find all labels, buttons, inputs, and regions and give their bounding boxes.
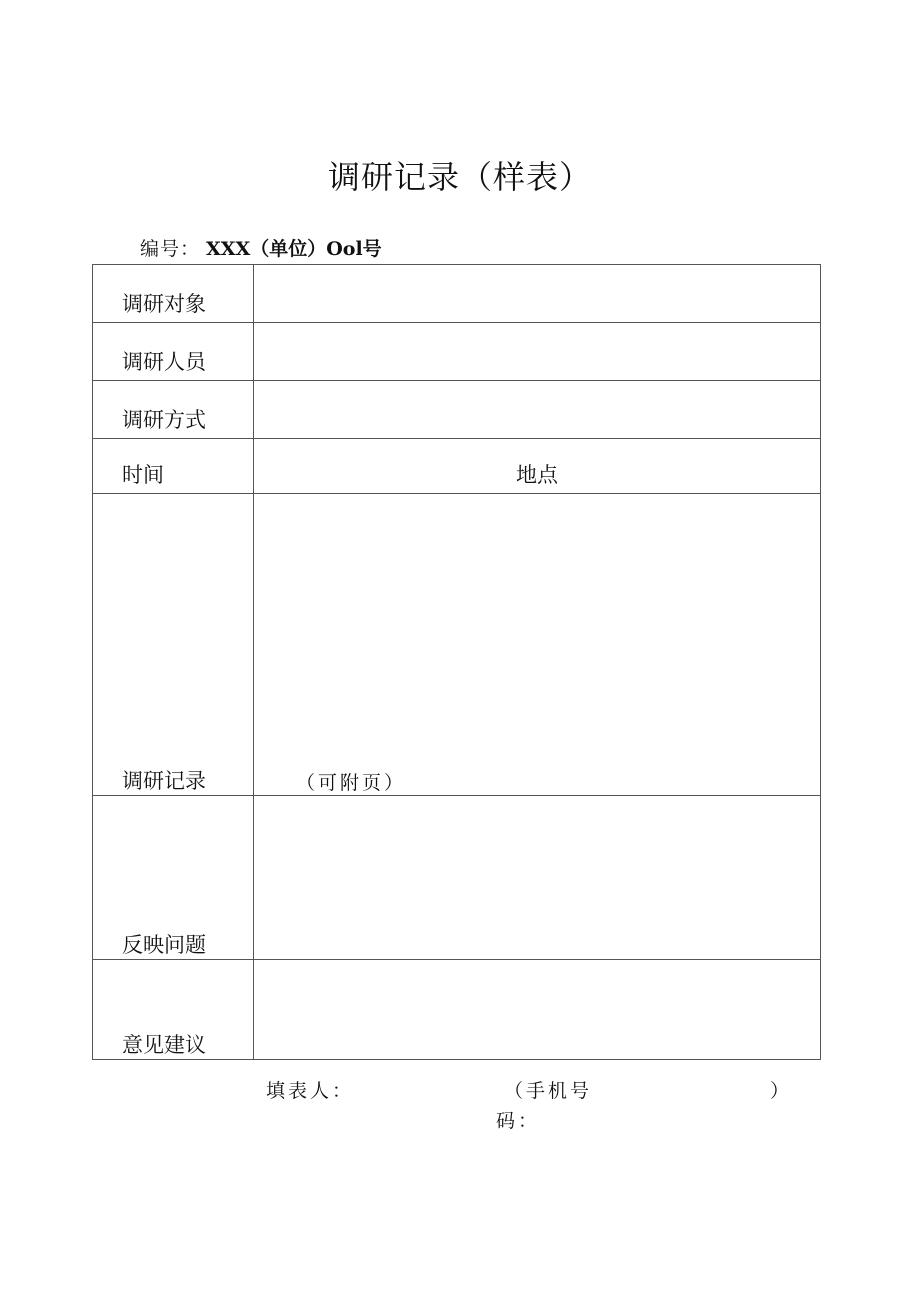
research-record-form [92, 264, 821, 1060]
personnel-label: 调研人员 [122, 350, 206, 374]
form-row-problems [93, 796, 821, 960]
time-label: 时间 [122, 463, 164, 487]
location-label: 地点 [516, 463, 558, 487]
page-title: 调研记录（样表） [327, 158, 592, 196]
form-row-personnel [93, 323, 821, 381]
phone-close-paren: ） [770, 1080, 790, 1102]
serial-value: XXX（单位）Ool号 [206, 238, 382, 260]
record-field[interactable] [254, 494, 821, 796]
serial-label: 编号： [140, 238, 201, 260]
record-hint: （可附页） [296, 772, 407, 794]
form-row-method [93, 381, 821, 439]
serial-number [140, 234, 382, 261]
personnel-field[interactable] [254, 323, 821, 381]
filler-label: 填表人： [266, 1080, 355, 1102]
record-label: 调研记录 [122, 769, 206, 793]
suggestions-field[interactable] [254, 960, 821, 1060]
subject-field[interactable] [254, 265, 821, 323]
problems-label: 反映问题 [122, 933, 206, 957]
phone-label-tail: 码： [496, 1110, 541, 1132]
method-label: 调研方式 [122, 408, 206, 432]
method-field[interactable] [254, 381, 821, 439]
problems-field[interactable] [254, 796, 821, 960]
phone-label: （手机号 [504, 1080, 593, 1102]
form-row-suggestions [93, 960, 821, 1060]
form-row-subject [93, 265, 821, 323]
location-field[interactable] [254, 439, 821, 494]
form-row-time-location [93, 439, 821, 494]
subject-label: 调研对象 [122, 292, 206, 316]
suggestions-label: 意见建议 [122, 1033, 206, 1057]
form-row-record [93, 494, 821, 796]
